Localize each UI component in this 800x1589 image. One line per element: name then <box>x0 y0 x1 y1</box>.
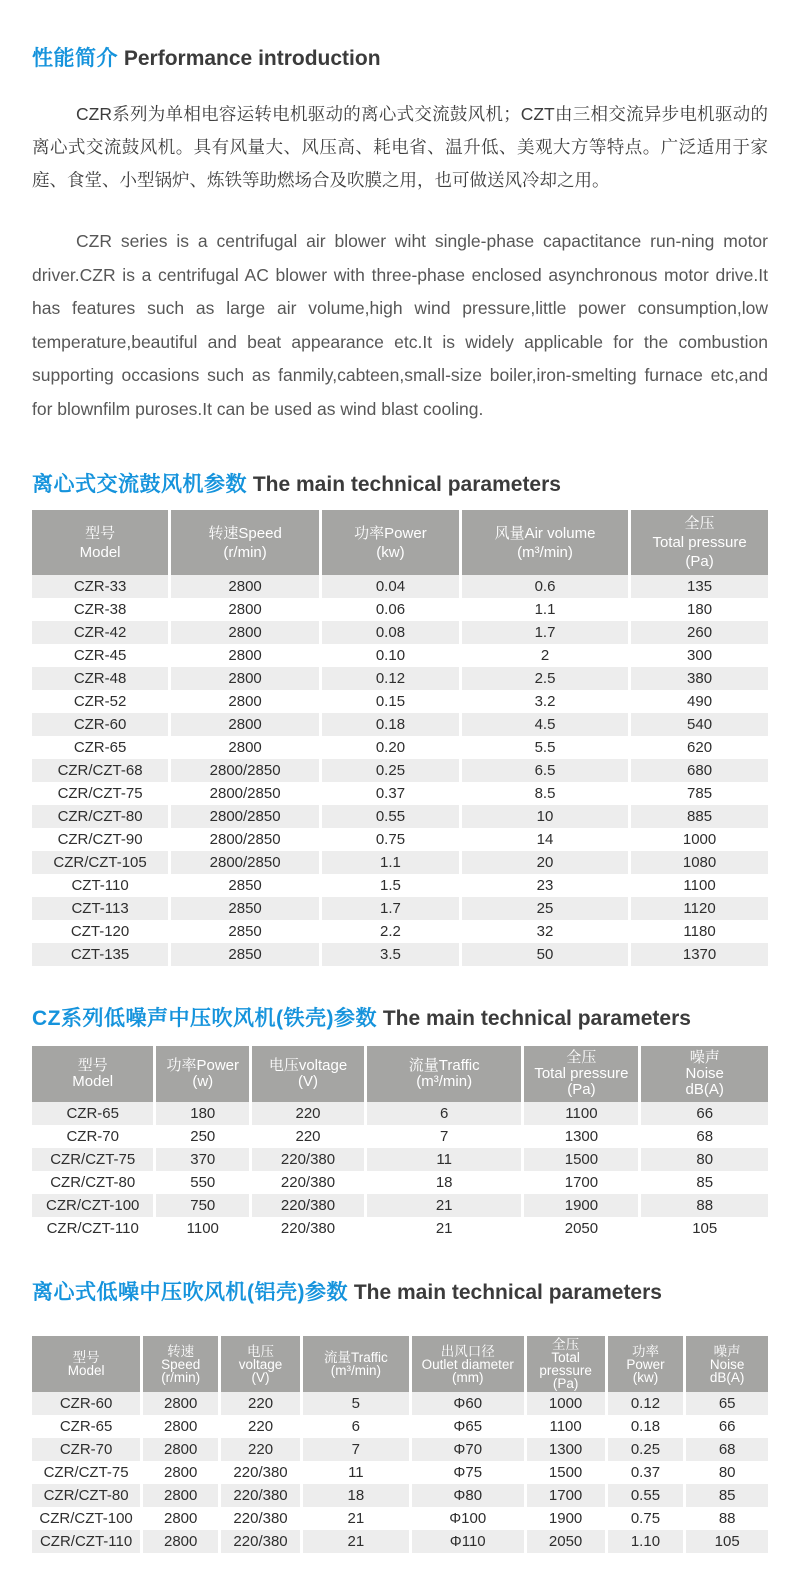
table-cell: 2800/2850 <box>168 851 319 874</box>
table-cell: 220 <box>249 1102 364 1125</box>
table-cell: 220 <box>218 1438 300 1461</box>
table-cell: 21 <box>364 1194 522 1217</box>
table-cell: 0.18 <box>605 1415 684 1438</box>
table-cell: CZR-52 <box>32 690 168 713</box>
table-cell: 750 <box>153 1194 249 1217</box>
table-cell: 0.75 <box>319 828 459 851</box>
table-cell: 1370 <box>628 943 768 966</box>
table-cell: 1000 <box>628 828 768 851</box>
table-cell: CZR/CZT-100 <box>32 1507 140 1530</box>
table-cell: 23 <box>459 874 628 897</box>
table-row <box>32 1438 768 1461</box>
table-cell: 2050 <box>524 1530 605 1553</box>
table-cell: 1.5 <box>319 874 459 897</box>
table-cell: 1100 <box>628 874 768 897</box>
table-cell: 68 <box>638 1125 768 1148</box>
table-cell: 0.55 <box>605 1484 684 1507</box>
table-cell: 20 <box>459 851 628 874</box>
table-cell: 2800 <box>140 1530 218 1553</box>
table-cell: 66 <box>638 1102 768 1125</box>
column-header: 型号 Model <box>32 1336 140 1392</box>
table-cell: 21 <box>300 1530 409 1553</box>
table-cell: 220/380 <box>218 1461 300 1484</box>
table-cell: 2800 <box>140 1484 218 1507</box>
table-header-row <box>32 1046 768 1102</box>
table-cell: 1900 <box>521 1194 638 1217</box>
table-row <box>32 621 768 644</box>
table-row <box>32 1148 768 1171</box>
table-row <box>32 1194 768 1217</box>
table-cell: 1700 <box>521 1171 638 1194</box>
column-header: 转速 Speed (r/min) <box>140 1336 218 1392</box>
table-cell: 88 <box>683 1507 768 1530</box>
table-cell: 88 <box>638 1194 768 1217</box>
table-cell: 0.15 <box>319 690 459 713</box>
table-cell: 2800 <box>168 690 319 713</box>
table-cell: CZR-65 <box>32 736 168 759</box>
table-cell: 2800/2850 <box>168 759 319 782</box>
table-cell: 0.12 <box>605 1392 684 1415</box>
table-cell: 65 <box>683 1392 768 1415</box>
column-header: 电压 voltage (V) <box>218 1336 300 1392</box>
table-cell: 2800 <box>168 736 319 759</box>
table-cell: CZR/CZT-68 <box>32 759 168 782</box>
table-cell: 0.25 <box>319 759 459 782</box>
table-row <box>32 690 768 713</box>
column-header: 型号 Model <box>32 510 168 575</box>
table-cell: 180 <box>628 598 768 621</box>
table-cell: 220/380 <box>249 1148 364 1171</box>
table-cell: 0.20 <box>319 736 459 759</box>
table-cell: 0.12 <box>319 667 459 690</box>
table-cell: 1.1 <box>459 598 628 621</box>
table-row <box>32 1171 768 1194</box>
table-row <box>32 644 768 667</box>
table-cell: 220/380 <box>218 1530 300 1553</box>
table-cell: 0.55 <box>319 805 459 828</box>
table-cell: 220/380 <box>249 1217 364 1240</box>
table-cell: 180 <box>153 1102 249 1125</box>
table-cell: Φ60 <box>409 1392 524 1415</box>
table-row <box>32 1461 768 1484</box>
section-title-cn: 离心式交流鼓风机参数 <box>32 473 247 496</box>
table-row <box>32 1507 768 1530</box>
table-row <box>32 920 768 943</box>
table-cell: 21 <box>364 1217 522 1240</box>
table-row <box>32 851 768 874</box>
table-cell: 220 <box>249 1125 364 1148</box>
table-cell: 2850 <box>168 920 319 943</box>
table-row <box>32 1125 768 1148</box>
table-cell: 2850 <box>168 897 319 920</box>
table-cell: 220/380 <box>249 1194 364 1217</box>
section-title-ac-blower-params <box>32 472 768 498</box>
table-cell: CZR/CZT-75 <box>32 1461 140 1484</box>
table-cell: 220 <box>218 1415 300 1438</box>
table-cell: CZR-70 <box>32 1125 153 1148</box>
table-cell: 14 <box>459 828 628 851</box>
table-cell: 2.5 <box>459 667 628 690</box>
column-header: 功率 Power (kw) <box>605 1336 684 1392</box>
table-cell: 250 <box>153 1125 249 1148</box>
table-row <box>32 575 768 598</box>
table-cell: 2800 <box>140 1392 218 1415</box>
table-cell: CZT-113 <box>32 897 168 920</box>
table-cell: 785 <box>628 782 768 805</box>
section-title-en: The main technical parameters <box>353 1281 662 1304</box>
table-cell: CZR/CZT-75 <box>32 1148 153 1171</box>
table-cell: 18 <box>364 1171 522 1194</box>
table-cell: 4.5 <box>459 713 628 736</box>
table-cell: CZR-38 <box>32 598 168 621</box>
table-cell: 1900 <box>524 1507 605 1530</box>
page-title <box>32 46 768 72</box>
section-title-en: The main technical parameters <box>382 1007 691 1030</box>
table-cell: 11 <box>364 1148 522 1171</box>
table-cell: 1100 <box>521 1102 638 1125</box>
column-header: 噪声 Noise dB(A) <box>638 1046 768 1102</box>
table-cell: 2800 <box>140 1438 218 1461</box>
table-cell: 1500 <box>521 1148 638 1171</box>
table-cell: CZR/CZT-100 <box>32 1194 153 1217</box>
table-cell: 1180 <box>628 920 768 943</box>
table-row <box>32 897 768 920</box>
table-row <box>32 736 768 759</box>
table-row <box>32 805 768 828</box>
table-header-row <box>32 510 768 575</box>
table-cell: 80 <box>638 1148 768 1171</box>
column-header: 流量Traffic (m³/min) <box>364 1046 522 1102</box>
table-cell: 0.37 <box>319 782 459 805</box>
table-cell: Φ100 <box>409 1507 524 1530</box>
table-row <box>32 1392 768 1415</box>
table-header-row <box>32 1336 768 1392</box>
table-cell: 550 <box>153 1171 249 1194</box>
table-cell: CZR/CZT-90 <box>32 828 168 851</box>
table-cell: CZR-33 <box>32 575 168 598</box>
column-header: 电压voltage (V) <box>249 1046 364 1102</box>
table-row <box>32 667 768 690</box>
column-header: 型号 Model <box>32 1046 153 1102</box>
aluminum-shell-blower-table <box>32 1336 768 1553</box>
table-cell: 50 <box>459 943 628 966</box>
table-cell: 105 <box>683 1530 768 1553</box>
table-cell: 1.7 <box>319 897 459 920</box>
table-cell: CZR-60 <box>32 713 168 736</box>
table-cell: 1100 <box>524 1415 605 1438</box>
table-cell: CZT-135 <box>32 943 168 966</box>
table-cell: 6 <box>300 1415 409 1438</box>
column-header: 全压 Total pressure (Pa) <box>524 1336 605 1392</box>
table-cell: CZR/CZT-80 <box>32 1171 153 1194</box>
table-cell: 1120 <box>628 897 768 920</box>
section-title-iron-shell-params <box>32 1006 768 1032</box>
table-cell: 2.2 <box>319 920 459 943</box>
table-cell: Φ80 <box>409 1484 524 1507</box>
table-cell: 8.5 <box>459 782 628 805</box>
table-cell: 25 <box>459 897 628 920</box>
table-cell: CZR-42 <box>32 621 168 644</box>
table-cell: 1300 <box>521 1125 638 1148</box>
table-cell: 85 <box>683 1484 768 1507</box>
table-cell: 0.06 <box>319 598 459 621</box>
table-cell: 6 <box>364 1102 522 1125</box>
table-cell: 2800 <box>140 1415 218 1438</box>
section-title-en: The main technical parameters <box>252 473 561 496</box>
table-cell: Φ65 <box>409 1415 524 1438</box>
table-cell: CZR/CZT-110 <box>32 1217 153 1240</box>
table-row <box>32 1530 768 1553</box>
table-cell: CZT-110 <box>32 874 168 897</box>
table-row <box>32 1484 768 1507</box>
table-cell: 0.08 <box>319 621 459 644</box>
table-row <box>32 713 768 736</box>
table-cell: 80 <box>683 1461 768 1484</box>
table-cell: 1080 <box>628 851 768 874</box>
table-cell: 1000 <box>524 1392 605 1415</box>
table-cell: 260 <box>628 621 768 644</box>
table-cell: 68 <box>683 1438 768 1461</box>
table-row <box>32 874 768 897</box>
table-cell: CZR/CZT-110 <box>32 1530 140 1553</box>
column-header: 功率Power (kw) <box>319 510 459 575</box>
table-cell: CZR/CZT-105 <box>32 851 168 874</box>
table-cell: 220/380 <box>249 1171 364 1194</box>
table-cell: CZR-70 <box>32 1438 140 1461</box>
table-cell: 380 <box>628 667 768 690</box>
column-header: 功率Power (w) <box>153 1046 249 1102</box>
ac-blower-params-table <box>32 510 768 966</box>
table-cell: 6.5 <box>459 759 628 782</box>
table-cell: 5 <box>300 1392 409 1415</box>
table-cell: 885 <box>628 805 768 828</box>
table-row <box>32 1415 768 1438</box>
column-header: 风量Air volume (m³/min) <box>459 510 628 575</box>
table-cell: 2800 <box>168 621 319 644</box>
iron-shell-blower-table <box>32 1046 768 1240</box>
table-cell: 0.6 <box>459 575 628 598</box>
table-cell: 220 <box>218 1392 300 1415</box>
table-cell: 11 <box>300 1461 409 1484</box>
table-cell: 10 <box>459 805 628 828</box>
table-cell: Φ110 <box>409 1530 524 1553</box>
table-cell: 2850 <box>168 943 319 966</box>
table-cell: 300 <box>628 644 768 667</box>
table-cell: 0.04 <box>319 575 459 598</box>
table-cell: CZR-45 <box>32 644 168 667</box>
table-cell: 540 <box>628 713 768 736</box>
table-cell: 7 <box>300 1438 409 1461</box>
column-header: 全压 Total pressure (Pa) <box>521 1046 638 1102</box>
table-cell: CZR-60 <box>32 1392 140 1415</box>
table-cell: 18 <box>300 1484 409 1507</box>
table-cell: 620 <box>628 736 768 759</box>
table-cell: 5.5 <box>459 736 628 759</box>
table-cell: 0.75 <box>605 1507 684 1530</box>
table-cell: CZR-65 <box>32 1415 140 1438</box>
table-cell: 370 <box>153 1148 249 1171</box>
table-cell: 2800 <box>140 1507 218 1530</box>
table-cell: CZR-48 <box>32 667 168 690</box>
table-cell: 3.2 <box>459 690 628 713</box>
table-cell: 85 <box>638 1171 768 1194</box>
table-cell: 1.7 <box>459 621 628 644</box>
table-cell: 2800 <box>140 1461 218 1484</box>
table-row <box>32 1217 768 1240</box>
table-cell: CZT-120 <box>32 920 168 943</box>
table-cell: 0.18 <box>319 713 459 736</box>
section-title-cn: CZ系列低噪声中压吹风机(铁壳)参数 <box>32 1007 377 1030</box>
column-header: 全压 Total pressure (Pa) <box>628 510 768 575</box>
table-cell: 1100 <box>153 1217 249 1240</box>
column-header: 转速Speed (r/min) <box>168 510 319 575</box>
table-cell: 135 <box>628 575 768 598</box>
page-title-en: Performance introduction <box>123 47 381 70</box>
table-cell: 2800 <box>168 713 319 736</box>
table-row <box>32 782 768 805</box>
table-cell: 2800 <box>168 575 319 598</box>
table-cell: 2800 <box>168 598 319 621</box>
table-cell: 105 <box>638 1217 768 1240</box>
section-title-aluminum-shell-params <box>32 1280 768 1306</box>
table-cell: 2800 <box>168 644 319 667</box>
table-cell: 2800/2850 <box>168 782 319 805</box>
table-cell: 0.37 <box>605 1461 684 1484</box>
column-header: 流量Traffic (m³/min) <box>300 1336 409 1392</box>
table-cell: 3.5 <box>319 943 459 966</box>
table-cell: CZR-65 <box>32 1102 153 1125</box>
intro-paragraph-cn: CZR系列为单相电容运转电机驱动的离心式交流鼓风机；CZT由三相交流异步电机驱动的离心式交流鼓风机。具有风量大、风压高、耗电省、温升低、美观大方等特点。广泛适用于家庭、食堂、小型锅炉、炼铁等助燃场合及吹膜之用，也可做送风冷却之用。 <box>32 104 768 190</box>
table-cell: 490 <box>628 690 768 713</box>
page-title-cn: 性能简介 <box>32 47 118 70</box>
section-title-cn: 离心式低噪中压吹风机(铝壳)参数 <box>32 1281 348 1304</box>
table-cell: CZR/CZT-75 <box>32 782 168 805</box>
table-cell: 2800/2850 <box>168 805 319 828</box>
table-cell: 7 <box>364 1125 522 1148</box>
table-cell: 1500 <box>524 1461 605 1484</box>
table-cell: 32 <box>459 920 628 943</box>
table-cell: 680 <box>628 759 768 782</box>
table-cell: 1.1 <box>319 851 459 874</box>
intro-paragraph-en: CZR series is a centrifugal air blower wiht single-phase capactitance run-ning motor driver.CZR is a centrifugal AC blower with three-phase enclosed asynchronous motor drive.It has features such as large air volume,high wind pressure,little power consumption,low temperature,beautiful and beat appearance etc.It is widely applicable for the combustion supporting occasions such as fanmily,cabteen,small-size boiler,iron-smelting furnace etc,and for blownfilm puroses.It can be used as wind blast cooling. <box>32 231 768 419</box>
table-row <box>32 598 768 621</box>
column-header: 出风口径 Outlet diameter (mm) <box>409 1336 524 1392</box>
table-cell: 1300 <box>524 1438 605 1461</box>
table-cell: 2 <box>459 644 628 667</box>
table-cell: 2800 <box>168 667 319 690</box>
column-header: 噪声 Noise dB(A) <box>683 1336 768 1392</box>
table-cell: 220/380 <box>218 1484 300 1507</box>
table-row <box>32 943 768 966</box>
table-row <box>32 1102 768 1125</box>
table-cell: 1.10 <box>605 1530 684 1553</box>
table-cell: 0.25 <box>605 1438 684 1461</box>
table-cell: 2850 <box>168 874 319 897</box>
table-row <box>32 759 768 782</box>
table-cell: 2050 <box>521 1217 638 1240</box>
table-cell: CZR/CZT-80 <box>32 1484 140 1507</box>
table-cell: 2800/2850 <box>168 828 319 851</box>
table-row <box>32 828 768 851</box>
table-cell: Φ70 <box>409 1438 524 1461</box>
table-cell: 0.10 <box>319 644 459 667</box>
table-cell: 220/380 <box>218 1507 300 1530</box>
table-cell: 21 <box>300 1507 409 1530</box>
table-cell: 1700 <box>524 1484 605 1507</box>
table-cell: Φ75 <box>409 1461 524 1484</box>
table-cell: 66 <box>683 1415 768 1438</box>
table-cell: CZR/CZT-80 <box>32 805 168 828</box>
